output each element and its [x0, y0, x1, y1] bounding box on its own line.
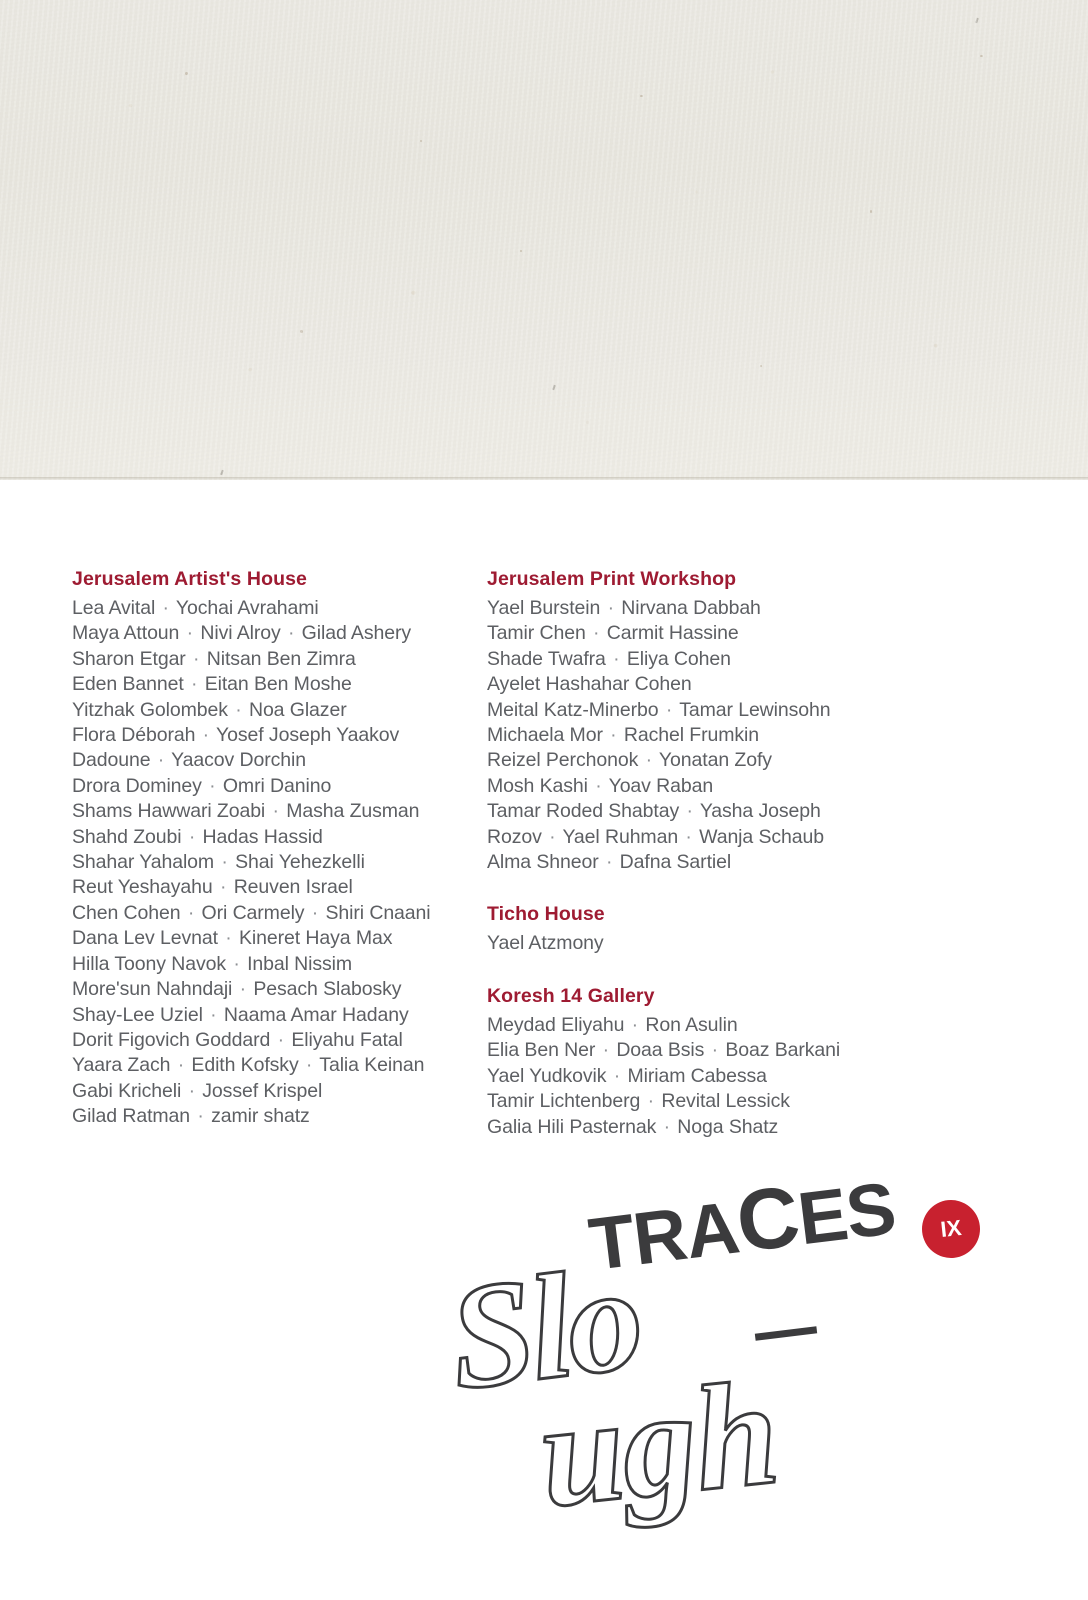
credits-line: Gilad Ratman · zamir shatz	[72, 1105, 310, 1128]
traces-slough-logo	[430, 1166, 1050, 1580]
credits-line: Ayelet Hashahar Cohen	[487, 673, 692, 696]
credits-line: Dorit Figovich Goddard · Eliyahu Fatal	[72, 1028, 403, 1051]
group-title: Koresh 14 Gallery	[487, 984, 655, 1007]
credits-line: Tamir Lichtenberg · Revital Lessick	[487, 1090, 790, 1113]
group-title: Jerusalem Artist's House	[72, 568, 307, 590]
credits-line: Dadoune · Yaacov Dorchin	[72, 749, 306, 772]
credits-line: Yael Atzmony	[487, 932, 604, 955]
credits-line: Drora Dominey · Omri Danino	[72, 774, 332, 797]
credits-line: Shay-Lee Uziel · Naama Amar Hadany	[72, 1003, 409, 1026]
logo-traces-pre: TRA	[584, 1185, 743, 1287]
credits-line: Eden Bannet · Eitan Ben Moshe	[72, 673, 352, 696]
credits-line: Chen Cohen · Ori Carmely · Shiri Cnaani	[72, 901, 431, 924]
credits-line: Michaela Mor · Rachel Frumkin	[487, 724, 760, 747]
credits-line: Reut Yeshayahu · Reuven Israel	[72, 876, 353, 899]
credits-line: Dana Lev Levnat · Kineret Haya Max	[72, 927, 393, 950]
paper-texture-band	[0, 0, 1088, 480]
group-title: Jerusalem Print Workshop	[487, 568, 737, 590]
credits-line: Yael Yudkovik · Miriam Cabessa	[487, 1064, 767, 1087]
logo-traces-cap-c: C	[731, 1168, 804, 1271]
credits-line: Tamir Chen · Carmit Hassine	[487, 622, 739, 645]
credits-line: Alma Shneor · Dafna Sartiel	[487, 851, 732, 874]
credits-line: Flora Déborah · Yosef Joseph Yaakov	[72, 724, 400, 747]
paper-band-edge	[0, 477, 1088, 480]
credits-line: Galia Hili Pasternak · Noga Shatz	[487, 1115, 779, 1138]
credits-group-koresh-14-gallery	[487, 983, 907, 1140]
logo-traces-wordmark	[585, 1165, 900, 1287]
credits-column-right	[487, 566, 907, 1140]
credits-line: Sharon Etgar · Nitsan Ben Zimra	[72, 647, 356, 670]
credits-line: Elia Ben Ner · Doaa Bsis · Boaz Barkani	[487, 1039, 841, 1062]
credits-line: Lea Avital · Yochai Avrahami	[72, 597, 319, 619]
credits-line: Shahd Zoubi · Hadas Hassid	[72, 825, 323, 848]
group-title: Ticho House	[487, 903, 605, 926]
credits-line: Hilla Toony Navok · Inbal Nissim	[72, 952, 353, 975]
credits-line: Shams Hawwari Zoabi · Masha Zusman	[72, 800, 420, 823]
credits-line: Shahar Yahalom · Shai Yehezkelli	[72, 851, 365, 874]
credits-line: Gabi Kricheli · Jossef Krispel	[72, 1079, 323, 1102]
credits-line: More'sun Nahndaji · Pesach Slabosky	[72, 978, 402, 1001]
logo-traces-post: ES	[793, 1166, 900, 1261]
credits-line: Reizel Perchonok · Yonatan Zofy	[487, 749, 772, 772]
credits-line: Maya Attoun · Nivi Alroy · Gilad Ashery	[72, 622, 412, 645]
edition-badge-ix: IX	[919, 1197, 983, 1261]
credits-line: Tamar Roded Shabtay · Yasha Joseph	[487, 800, 821, 823]
credits-group-jerusalem-artists-house	[72, 566, 472, 1130]
credits-line: Mosh Kashi · Yoav Raban	[487, 774, 714, 797]
credits-line: Rozov · Yael Ruhman · Wanja Schaub	[487, 825, 825, 848]
logo-word-slo: Slo	[440, 1234, 648, 1422]
credits-line: Meydad Eliyahu · Ron Asulin	[487, 1013, 738, 1036]
credits-column-left	[72, 566, 472, 1130]
credits-group-ticho-house	[487, 901, 907, 956]
credits-group-jerusalem-print-workshop	[487, 566, 907, 875]
credits-line: Shade Twafra · Eliya Cohen	[487, 647, 731, 670]
credits-line: Yaara Zach · Edith Kofsky · Talia Keinan	[72, 1054, 425, 1077]
credits-line: Meital Katz-Minerbo · Tamar Lewinsohn	[487, 698, 831, 721]
credits-line: Yael Burstein · Nirvana Dabbah	[487, 597, 761, 619]
logo-word-ugh: ugh	[531, 1349, 784, 1539]
credits-line: Yitzhak Golombek · Noa Glazer	[72, 698, 347, 721]
logo-hyphen-mark	[755, 1326, 817, 1341]
